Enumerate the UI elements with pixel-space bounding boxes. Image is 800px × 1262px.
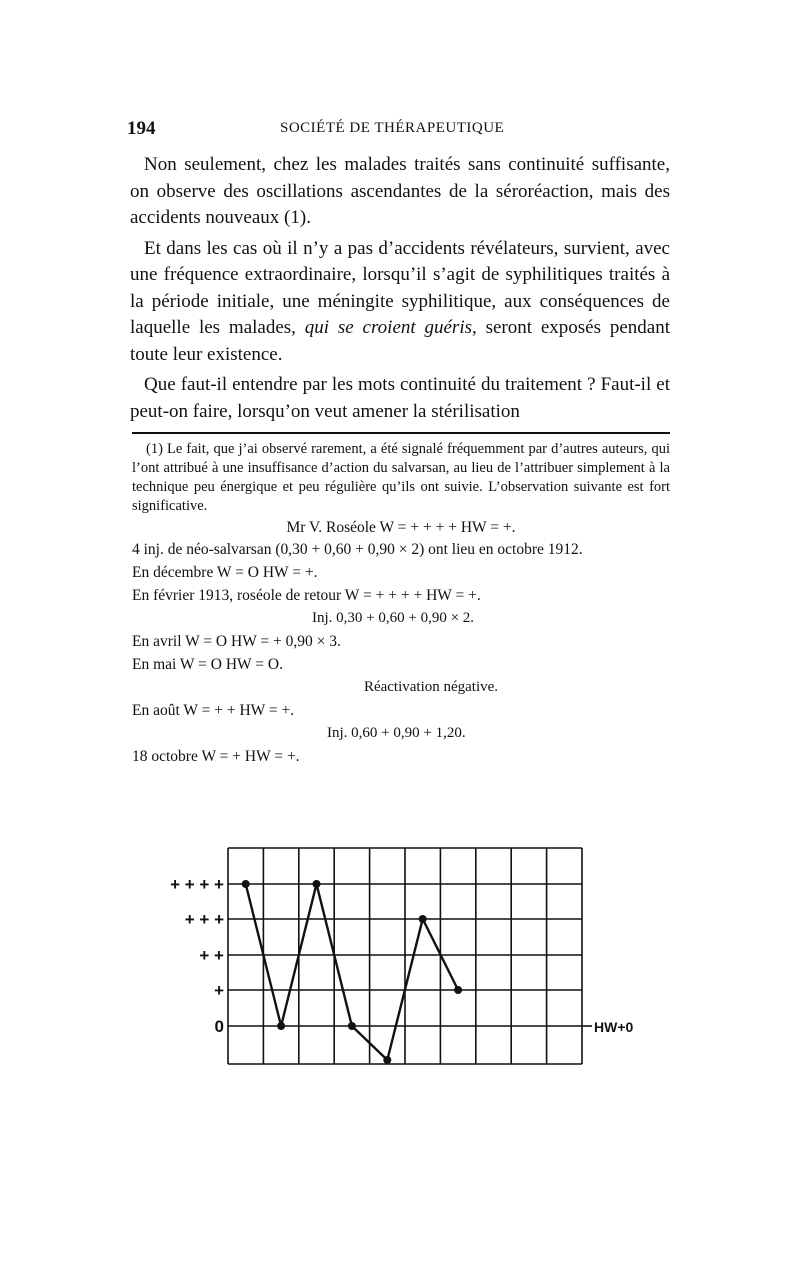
- footnote-lead: (1) Le fait, que j’ai observé rarement, a été signalé fréquemment par d’autres auteurs, qui l’ont attribué à une insuffisance d’action du salvarsan, au lieu de l’attribuer simplement à la technique peu énergique et peu régulière qu’ils ont suivie. L’observation suivante est fort significative.: [132, 441, 670, 514]
- baseline-label: HW+0: [594, 1019, 634, 1035]
- paragraph-3: Que faut-il entendre par les mots continuité du traitement ? Faut-il et peut-on faire, lorsqu’on veut amener la stérilisation: [130, 374, 670, 422]
- data-point: [313, 880, 321, 888]
- entry-april: En avril W = O HW = + 0,90 × 3.: [132, 633, 341, 650]
- data-point: [277, 1022, 285, 1030]
- paragraph-2-emphasis: qui se croient guéris: [304, 317, 472, 338]
- entry-reactivation: Réactivation négative.: [363, 679, 499, 695]
- entry-february-injections: Inj. 0,30 + 0,60 + 0,90 × 2.: [312, 610, 475, 626]
- entry-august: En août W = + + HW = +.: [132, 702, 295, 719]
- data-point: [454, 986, 462, 994]
- data-point: [242, 880, 250, 888]
- data-point: [383, 1056, 391, 1064]
- chart-grid: [228, 848, 592, 1064]
- running-head: SOCIÉTÉ DE THÉRAPEUTIQUE: [280, 120, 505, 136]
- paragraph-2-b: , seront exposés pendant toute leur existence.: [130, 317, 670, 365]
- y-tick-label: +: [214, 981, 224, 1000]
- y-tick-label: + + + +: [170, 875, 224, 894]
- entry-may: En mai W = O HW = O.: [132, 656, 283, 673]
- injections-1912: 4 inj. de néo-salvarsan (0,30 + 0,60 + 0,90 × 2) ont lieu en octobre 1912.: [132, 541, 583, 558]
- chart-series: [242, 880, 462, 1064]
- entry-december: En décembre W = O HW = +.: [132, 564, 318, 581]
- y-tick-label: + +: [199, 946, 224, 965]
- y-tick-label: 0: [214, 1017, 224, 1036]
- page-number: 194: [127, 118, 156, 139]
- data-point: [348, 1022, 356, 1030]
- y-tick-label: + + +: [184, 910, 224, 929]
- paragraph-1: Non seulement, chez les malades traités sans continuité suffisante, on observe des oscillations ascendantes de la séroréaction, mais des accidents nouveaux (1).: [130, 154, 670, 228]
- data-point: [419, 915, 427, 923]
- entry-august-injections: Inj. 0,60 + 0,90 + 1,20.: [327, 725, 466, 741]
- entry-february: En février 1913, roséole de retour W = + + + + HW = +.: [132, 587, 481, 604]
- case-title: Mr V. Roséole W = + + + + HW = +.: [286, 519, 516, 536]
- entry-october: 18 octobre W = + HW = +.: [132, 748, 300, 765]
- paragraph-2-a: Et dans les cas où il n’y a pas d’accidents révélateurs, survient, avec une fréquence extraordinaire, lorsqu’il s’agit de syphilitiques traités à la période initiale, une méningite syphilitique, aux conséquences de laquelle les malades,: [130, 237, 670, 338]
- series-line: [246, 884, 458, 1060]
